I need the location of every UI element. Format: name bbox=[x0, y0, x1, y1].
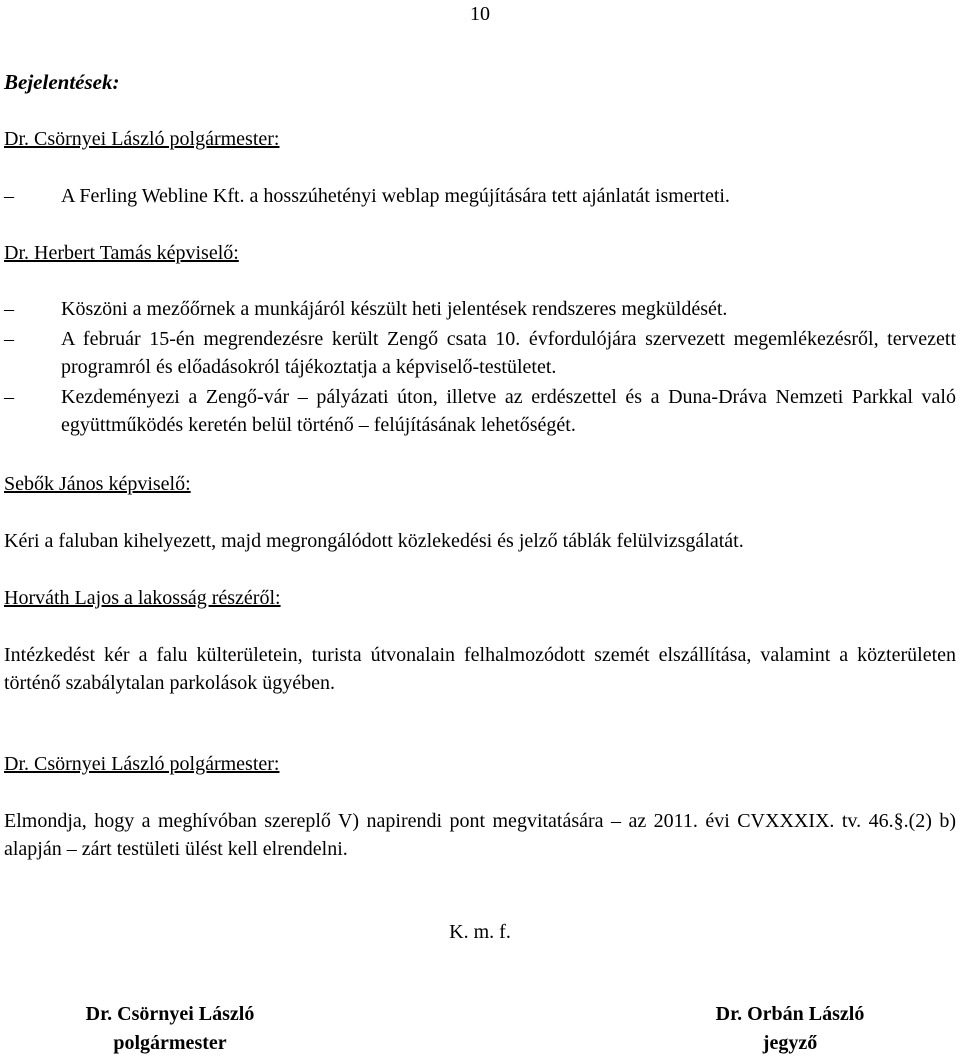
speaker-csornyei-2: Dr. Csörnyei László polgármester: bbox=[4, 753, 280, 775]
signature-name: Dr. Csörnyei László bbox=[85, 1003, 255, 1025]
signature-title: jegyző bbox=[762, 1032, 818, 1054]
list-item bbox=[4, 325, 956, 381]
list-item bbox=[4, 295, 956, 323]
closing-kmf: K. m. f. bbox=[449, 921, 511, 943]
announcements-heading: Bejelentések: bbox=[4, 70, 120, 94]
dash-bullet: – bbox=[4, 386, 14, 408]
list-item bbox=[4, 383, 956, 439]
dash-bullet: – bbox=[4, 298, 14, 320]
signature-notary bbox=[660, 1000, 920, 1058]
paragraph-csornyei: Elmondja, hogy a meghívóban szereplő V) napirendi pont megvitatására – az 2011. évi CVXXXIX. tv. 46.§.(2) b) alapján – zárt testületi ülést kell elrendelni. bbox=[4, 810, 956, 860]
dash-bullet: – bbox=[4, 185, 14, 207]
list-item bbox=[4, 182, 956, 210]
page-number: 10 bbox=[470, 3, 490, 25]
paragraph-horvath: Intézkedést kér a falu külterületein, turista útvonalain felhalmozódott szemét elszállítása, valamint a közterületen történő szabálytalan parkolások ügyében. bbox=[4, 644, 956, 694]
dash-bullet: – bbox=[4, 328, 14, 350]
speaker-herbert: Dr. Herbert Tamás képviselő: bbox=[4, 242, 239, 264]
list-item-text: Kezdeményezi a Zengő-vár – pályázati úton, illetve az erdészettel és a Duna-Dráva Nemzeti Parkkal való együttműködés keretén belül történő – felújításának lehetőségét. bbox=[61, 386, 956, 436]
speaker-horvath: Horváth Lajos a lakosság részéről: bbox=[4, 587, 281, 609]
list-item-text: A február 15-én megrendezésre került Zengő csata 10. évfordulójára szervezett megemlékezésről, tervezett programról és előadásokról tájékoztatja a képviselő-testületet. bbox=[61, 328, 956, 378]
speaker-sebok: Sebők János képviselő: bbox=[4, 473, 191, 495]
signature-title: polgármester bbox=[113, 1032, 227, 1054]
speaker-csornyei-1: Dr. Csörnyei László polgármester: bbox=[4, 128, 280, 150]
list-item-text: Köszöni a mezőőrnek a munkájáról készült heti jelentések rendszeres megküldését. bbox=[61, 298, 728, 320]
list-item-text: A Ferling Webline Kft. a hosszúhetényi weblap megújítására tett ajánlatát ismerteti. bbox=[61, 185, 730, 207]
paragraph-sebok: Kéri a faluban kihelyezett, majd megrongálódott közlekedési és jelző táblák felülvizsgálatát. bbox=[4, 530, 744, 552]
signature-name: Dr. Orbán László bbox=[715, 1003, 865, 1025]
signature-mayor bbox=[40, 1000, 300, 1058]
